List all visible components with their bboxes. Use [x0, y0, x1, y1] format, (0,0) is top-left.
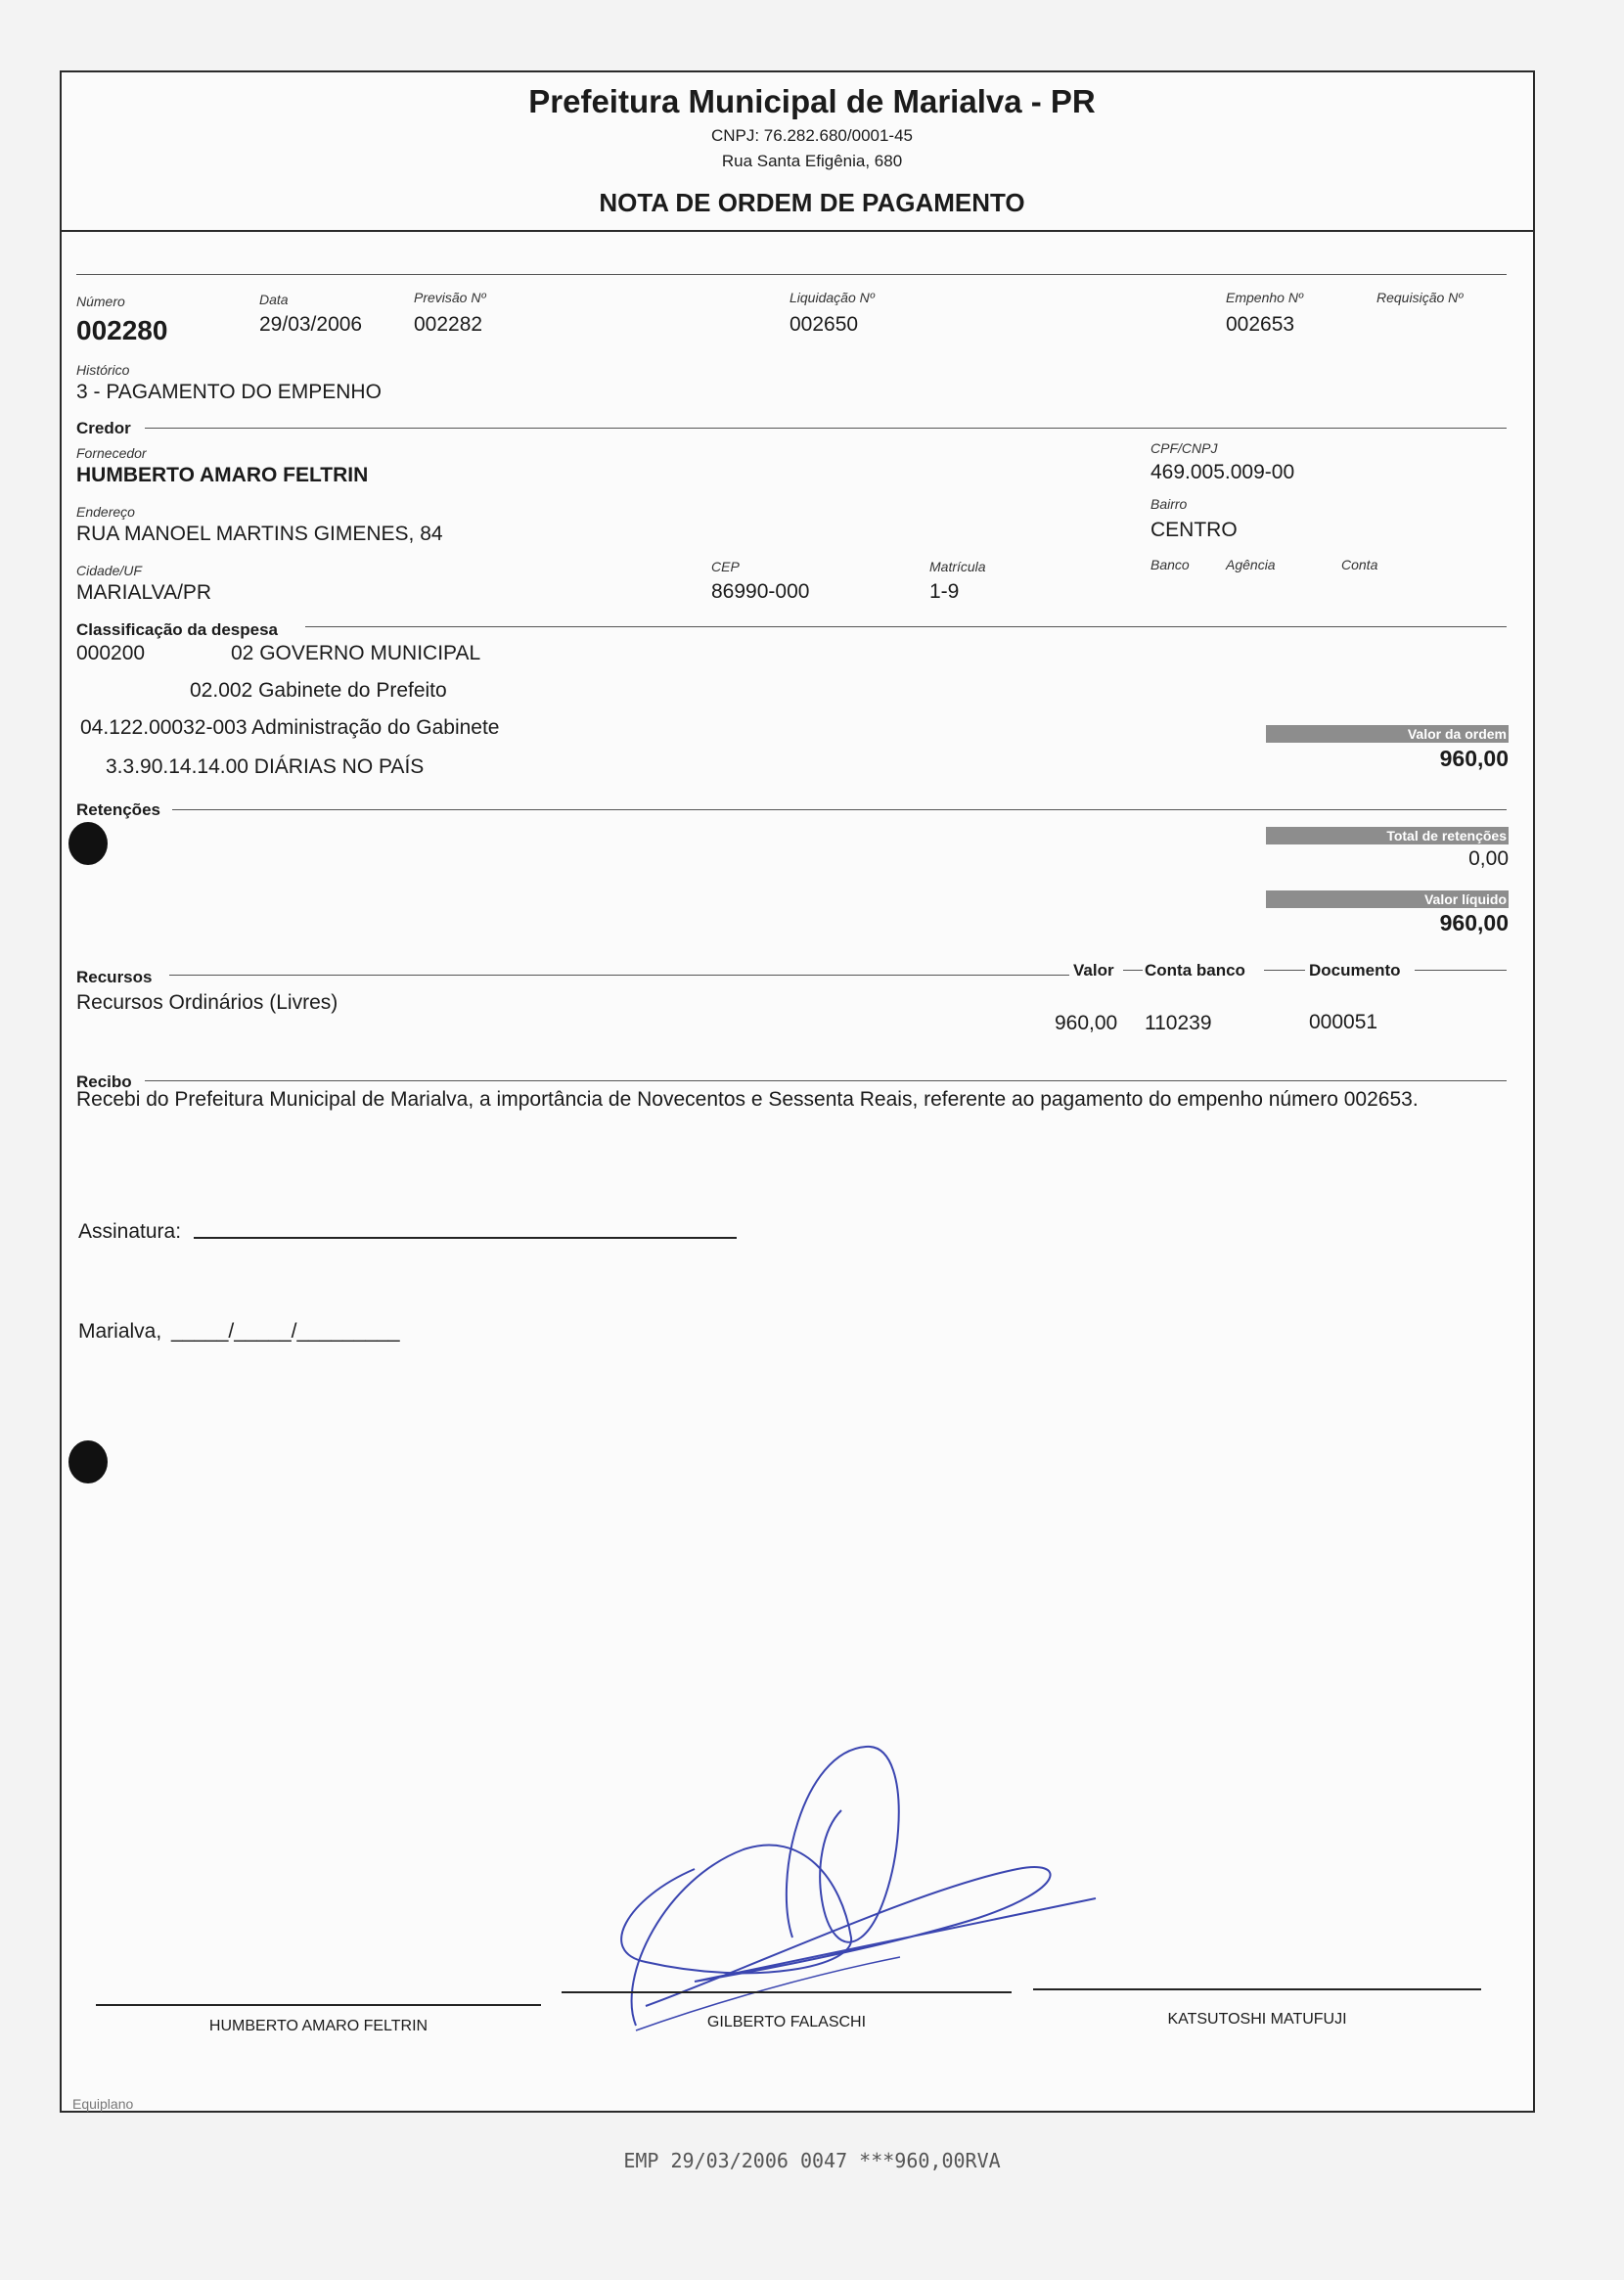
ids-top-rule: [76, 274, 1507, 275]
header-divider: [60, 230, 1533, 232]
signature-line-3: [1033, 1988, 1481, 1990]
liquidacao-value: 002650: [789, 313, 859, 336]
total-retencoes-label: Total de retenções: [1266, 827, 1509, 844]
classificacao-line2: 02.002 Gabinete do Prefeito: [190, 679, 447, 702]
document-title: NOTA DE ORDEM DE PAGAMENTO: [599, 188, 1025, 217]
valor-liquido-value: 960,00: [1439, 910, 1509, 935]
recursos-rule-3: [1264, 970, 1305, 971]
cpf-label: CPF/CNPJ: [1150, 440, 1218, 456]
cep-value: 86990-000: [711, 580, 810, 603]
fornecedor-value: HUMBERTO AMARO FELTRIN: [76, 464, 369, 486]
recursos-section: Recursos: [76, 968, 153, 986]
numero-label: Número: [76, 294, 125, 309]
signature-line-1: [96, 2004, 541, 2006]
valor-ordem-value: 960,00: [1439, 746, 1509, 771]
fornecedor-label: Fornecedor: [76, 445, 147, 461]
total-retencoes-value: 0,00: [1468, 847, 1509, 870]
recursos-valor: 960,00: [1055, 1012, 1118, 1034]
signature-name-2: GILBERTO FALASCHI: [706, 2014, 867, 2030]
recursos-conta: 110239: [1145, 1012, 1212, 1034]
recibo-section: Recibo: [76, 1072, 132, 1091]
matricula-value: 1-9: [929, 580, 960, 603]
banco-label: Banco: [1150, 557, 1190, 572]
classificacao-section: Classificação da despesa: [76, 620, 279, 639]
recursos-rule-2: [1123, 970, 1143, 971]
local-data-label: Marialva,: [78, 1320, 162, 1343]
cnpj-text: CNPJ: 76.282.680/0001-45: [710, 126, 914, 145]
handwritten-signature: [607, 1732, 1115, 2045]
address-text: Rua Santa Efigênia, 680: [721, 152, 903, 170]
signature-line-2: [562, 1991, 1012, 1993]
recursos-rule: [169, 975, 1069, 976]
recursos-documento-header: Documento: [1309, 961, 1401, 980]
punch-hole-bottom: [68, 1440, 108, 1483]
empenho-label: Empenho Nº: [1226, 290, 1304, 305]
cep-label: CEP: [711, 559, 740, 574]
classificacao-code: 000200: [76, 642, 146, 664]
endereco-label: Endereço: [76, 504, 135, 520]
signature-name-3: KATSUTOSHI MATUFUJI: [1167, 2011, 1347, 2028]
liquidacao-label: Liquidação Nº: [789, 290, 875, 305]
classificacao-line1: 02 GOVERNO MUNICIPAL: [231, 642, 481, 664]
bairro-label: Bairro: [1150, 496, 1188, 512]
recursos-descricao: Recursos Ordinários (Livres): [76, 991, 338, 1014]
credor-section: Credor: [76, 419, 131, 437]
requisicao-label: Requisição Nº: [1376, 290, 1464, 305]
retencoes-rule: [172, 809, 1507, 810]
valor-liquido-label: Valor líquido: [1266, 890, 1509, 908]
cpf-value: 469.005.009-00: [1150, 461, 1295, 483]
recursos-valor-header: Valor: [1073, 961, 1114, 980]
bairro-value: CENTRO: [1150, 519, 1238, 541]
assinatura-label: Assinatura:: [78, 1220, 182, 1243]
date-blank: _____/_____/_________: [171, 1320, 400, 1343]
signature-name-1: HUMBERTO AMARO FELTRIN: [208, 2018, 429, 2034]
empenho-value: 002653: [1226, 313, 1295, 336]
numero-value: 002280: [76, 315, 168, 345]
data-value: 29/03/2006: [259, 313, 363, 336]
agencia-label: Agência: [1226, 557, 1276, 572]
retencoes-section: Retenções: [76, 800, 160, 819]
matricula-label: Matrícula: [929, 559, 986, 574]
recursos-documento: 000051: [1309, 1011, 1378, 1033]
previsao-value: 002282: [414, 313, 483, 336]
previsao-label: Previsão Nº: [414, 290, 486, 305]
mechanical-stamp: EMP 29/03/2006 0047 ***960,00RVA: [623, 2149, 1001, 2172]
recursos-conta-header: Conta banco: [1145, 961, 1245, 980]
historico-value: 3 - PAGAMENTO DO EMPENHO: [76, 381, 382, 403]
classificacao-line3: 04.122.00032-003 Administração do Gabinete: [80, 716, 500, 739]
page-title: Prefeitura Municipal de Marialva - PR: [528, 83, 1096, 119]
recibo-text: Recebi do Prefeitura Municipal de Marialva, a importância de Novecentos e Sessenta Reais, referente ao pagamento do empenho número 002653.: [76, 1088, 1419, 1111]
historico-label: Histórico: [76, 362, 130, 378]
endereco-value: RUA MANOEL MARTINS GIMENES, 84: [76, 523, 443, 545]
recursos-rule-4: [1415, 970, 1507, 971]
classificacao-rule: [305, 626, 1507, 627]
valor-ordem-label: Valor da ordem: [1266, 725, 1509, 743]
classificacao-line4: 3.3.90.14.14.00 DIÁRIAS NO PAÍS: [106, 755, 425, 778]
credor-rule: [145, 428, 1507, 429]
cidade-label: Cidade/UF: [76, 563, 142, 578]
cidade-value: MARIALVA/PR: [76, 581, 212, 604]
conta-label: Conta: [1341, 557, 1378, 572]
brand-footer: Equiplano: [72, 2096, 134, 2112]
punch-hole-top: [68, 822, 108, 865]
data-label: Data: [259, 292, 289, 307]
assinatura-line: [194, 1237, 737, 1239]
recibo-rule: [145, 1080, 1507, 1081]
